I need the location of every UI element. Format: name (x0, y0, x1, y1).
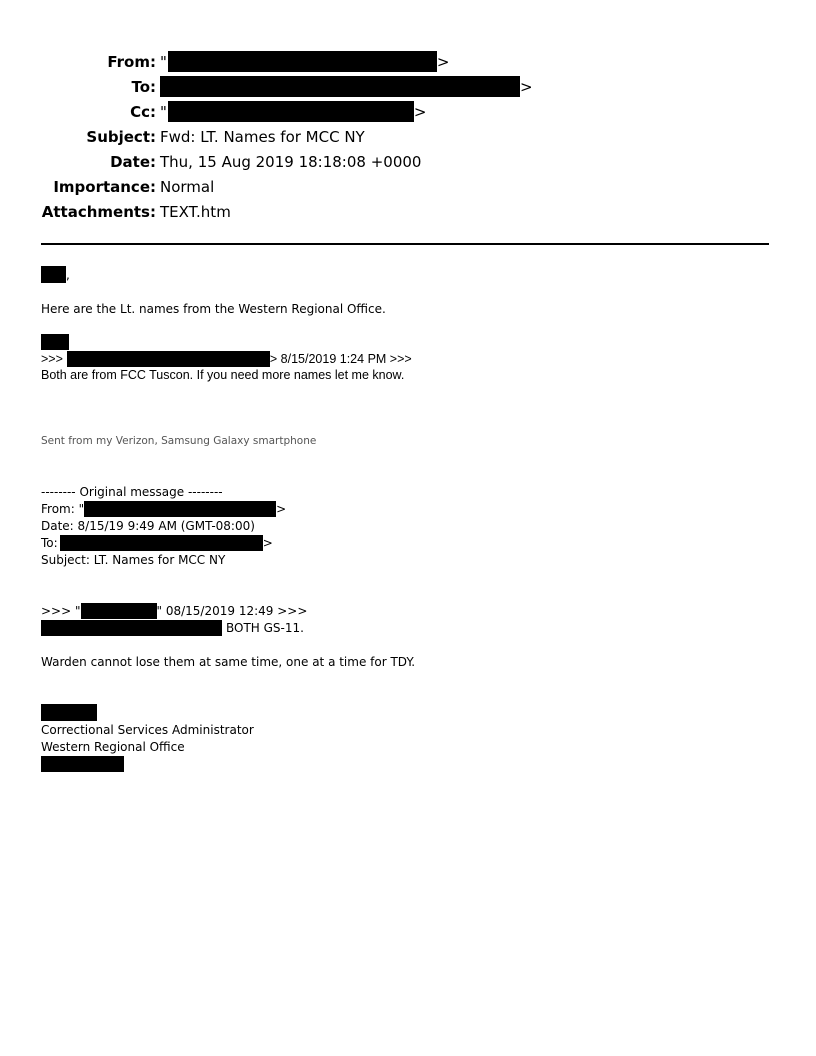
intro-text: Here are the Lt. names from the Western Regional Office. (41, 302, 386, 316)
signature-office: Western Regional Office (41, 740, 185, 754)
quote1-header: >>> > 8/15/2019 1:24 PM >>> (41, 352, 412, 366)
attachments-label: Attachments: (41, 202, 156, 221)
header-divider (41, 243, 769, 245)
cc-value: " > (160, 102, 427, 121)
from-value: " > (160, 52, 450, 71)
redaction-block (67, 351, 270, 367)
attachments-value: TEXT.htm (160, 202, 231, 221)
importance-value: Normal (160, 177, 215, 196)
orig-subject-line: Subject: LT. Names for MCC NY (41, 553, 226, 567)
to-value: > (160, 76, 533, 97)
cc-label: Cc: (130, 102, 156, 121)
redaction-block (41, 756, 124, 772)
redaction-block (160, 76, 520, 97)
quote2-text-line: BOTH GS-11. (41, 620, 304, 636)
original-message-divider: -------- Original message -------- (41, 485, 223, 499)
subject-value: Fwd: LT. Names for MCC NY (160, 127, 365, 146)
redaction-block (60, 535, 263, 551)
importance-label: Importance: (53, 177, 156, 196)
orig-to-line: To: > (41, 536, 273, 550)
signature-title: Correctional Services Administrator (41, 723, 254, 737)
subject-label: Subject: (86, 127, 156, 146)
header-cc-row (0, 99, 426, 124)
redaction-block (41, 704, 97, 721)
header-importance-row (0, 174, 214, 199)
redaction-block (41, 620, 222, 636)
header-attachments-row (0, 199, 231, 224)
orig-from-line: From: " > (41, 502, 287, 516)
from-label: From: (107, 52, 156, 71)
quote1-text: Both are from FCC Tuscon. If you need more names let me know. (41, 368, 405, 382)
redacted-sender-name (41, 704, 97, 721)
redaction-block (168, 101, 414, 122)
device-signature: Sent from my Verizon, Samsung Galaxy smartphone (41, 435, 317, 447)
to-label: To: (131, 77, 156, 96)
redaction-block (168, 51, 437, 72)
orig-date-line: Date: 8/15/19 9:49 AM (GMT-08:00) (41, 519, 255, 533)
redaction-block (84, 501, 276, 517)
redacted-phone (41, 756, 124, 772)
header-subject-row (0, 124, 365, 149)
redaction-block (41, 266, 66, 283)
quote2-header: >>> " " 08/15/2019 12:49 >>> (41, 604, 308, 618)
greeting-line: , (41, 266, 70, 283)
redacted-initials (41, 334, 69, 350)
redaction-block (81, 603, 157, 619)
warden-line: Warden cannot lose them at same time, one at a time for TDY. (41, 655, 416, 669)
date-label: Date: (110, 152, 156, 171)
header-date-row (0, 149, 421, 174)
redaction-block (41, 334, 69, 350)
date-value: Thu, 15 Aug 2019 18:18:08 +0000 (160, 152, 422, 171)
header-from-row (0, 49, 449, 74)
header-to-row (0, 74, 533, 99)
